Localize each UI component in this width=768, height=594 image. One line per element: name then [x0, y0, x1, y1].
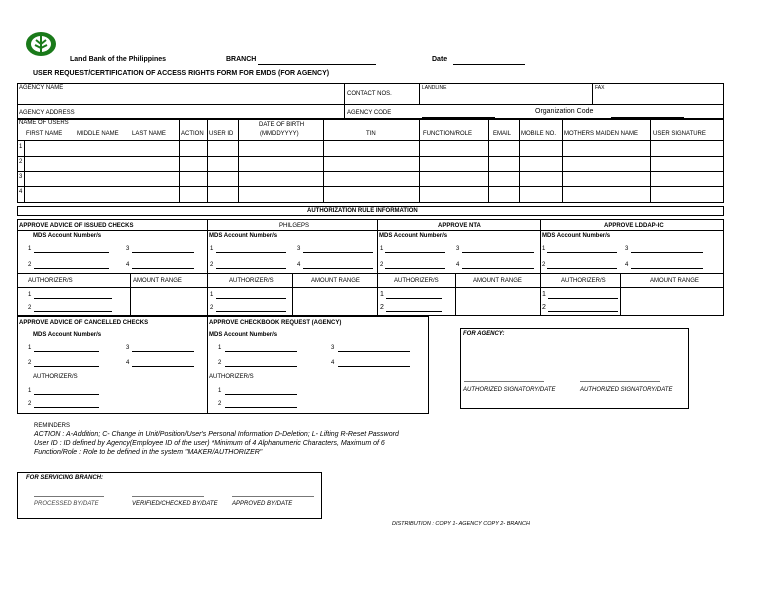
distribution-note: DISTRIBUTION : COPY 1- AGENCY COPY 2- BRANCH — [392, 521, 530, 527]
row-number: 1 — [19, 144, 23, 150]
section-issued-checks: APPROVE ADVICE OF ISSUED CHECKS — [19, 223, 134, 229]
num: 1 — [380, 246, 384, 252]
amount-range-label: AMOUNT RANGE — [650, 278, 699, 284]
row-number: 3 — [19, 174, 23, 180]
num: 2 — [28, 305, 32, 311]
mds-label: MDS Account Number/s — [33, 332, 102, 338]
num: 1 — [218, 345, 222, 351]
authorizers-label: AUTHORIZER/S — [229, 278, 274, 284]
num: 2 — [210, 262, 214, 268]
col-function-role: FUNCTION/ROLE — [423, 131, 473, 137]
num: 3 — [331, 345, 335, 351]
amount-range-label: AMOUNT RANGE — [311, 278, 360, 284]
auth-signatory-label: AUTHORIZED SIGNATORY/DATE — [463, 387, 556, 393]
num: 3 — [297, 246, 301, 252]
authorizers-label: AUTHORIZER/S — [28, 278, 73, 284]
col-email: EMAIL — [493, 131, 512, 137]
num: 2 — [218, 401, 222, 407]
date-field[interactable] — [453, 55, 525, 64]
num: 4 — [297, 262, 301, 268]
authorizers-label: AUTHORIZER/S — [394, 278, 439, 284]
branch-field[interactable] — [258, 55, 376, 64]
col-mobile: MOBILE NO. — [521, 131, 557, 137]
auth-rule-title: AUTHORIZATION RULE INFORMATION — [307, 208, 418, 214]
col-middle-name: MIDDLE NAME — [77, 131, 119, 137]
agency-name-field[interactable] — [70, 88, 340, 100]
agency-address-field[interactable] — [75, 107, 340, 117]
agency-name-label: AGENCY NAME — [19, 85, 64, 91]
num: 4 — [126, 262, 130, 268]
num: 1 — [28, 388, 32, 394]
agency-code-label: AGENCY CODE — [347, 110, 392, 116]
num: 1 — [542, 246, 546, 252]
num: 1 — [210, 246, 214, 252]
agency-address-label: AGENCY ADDRESS — [19, 110, 75, 116]
num: 2 — [380, 304, 384, 311]
authorizers-label: AUTHORIZER/S — [209, 374, 254, 380]
section-philgeps: PHILGEPS — [279, 223, 310, 229]
num: 2 — [218, 360, 222, 366]
row-number: 2 — [19, 159, 23, 165]
num: 4 — [625, 262, 629, 268]
num: 2 — [28, 262, 32, 268]
reminder-userid: User ID : ID defined by Agency(Employee ID of the user) *Minimum of 4 Alphanumeric Characters, Maximum of 6 — [34, 440, 385, 447]
mds-label: MDS Account Number/s — [33, 233, 102, 239]
mds-label: MDS Account Number/s — [542, 233, 611, 239]
for-agency-label: FOR AGENCY: — [463, 331, 505, 337]
col-last-name: LAST NAME — [132, 131, 166, 137]
mds-label: MDS Account Number/s — [209, 332, 278, 338]
num: 3 — [625, 246, 629, 252]
fax-label: FAX — [595, 85, 605, 91]
section-checkbook: APPROVE CHECKBOOK REQUEST (AGENCY) — [209, 320, 342, 326]
reminder-function: Function/Role : Role to be defined in the system "MAKER/AUTHORIZER" — [34, 449, 263, 456]
col-mothers-maiden: MOTHERS MAIDEN NAME — [564, 131, 639, 137]
amount-range-label: AMOUNT RANGE — [133, 278, 182, 284]
for-agency-box — [460, 328, 689, 409]
num: 4 — [456, 262, 460, 268]
auth-signatory-label: AUTHORIZED SIGNATORY/DATE — [580, 387, 673, 393]
dob-label: DATE OF BIRTH — [259, 122, 305, 128]
form-title: USER REQUEST/CERTIFICATION OF ACCESS RIGHTS FORM FOR EMDS (FOR AGENCY) — [33, 70, 330, 77]
landline-label: LANDLINE — [422, 85, 447, 91]
mds-label: MDS Account Number/s — [209, 233, 278, 239]
num: 4 — [126, 360, 130, 366]
col-action: ACTION — [181, 131, 204, 137]
servicing-title: FOR SERVICING BRANCH: — [26, 475, 104, 481]
num: 1 — [28, 246, 32, 252]
section-lddap: APPROVE LDDAP-IC — [604, 223, 664, 229]
num: 1 — [380, 291, 384, 298]
reminders-title: REMINDERS — [34, 423, 71, 429]
num: 2 — [28, 401, 32, 407]
col-first-name: FIRST NAME — [26, 131, 63, 137]
cancelled-checkbook-box — [17, 316, 429, 414]
num: 1 — [28, 345, 32, 351]
num: 2 — [542, 304, 546, 311]
num: 4 — [331, 360, 335, 366]
org-code-label: Organization Code — [535, 108, 594, 115]
bank-name: Land Bank of the Philippines — [70, 56, 167, 63]
reminder-action: ACTION : A-Addition; C- Change in Unit/Position/User's Personal Information D-Deletion; L- Lifting R-Reset Password — [34, 431, 399, 438]
num: 1 — [218, 388, 222, 394]
num: 2 — [28, 360, 32, 366]
contact-label: CONTACT NOS. — [347, 91, 392, 97]
name-of-users-label: NAME OF USERS — [19, 120, 69, 126]
num: 1 — [542, 291, 546, 298]
num: 3 — [456, 246, 460, 252]
approved-by-label: APPROVED BY/DATE — [232, 501, 293, 507]
num: 2 — [380, 262, 384, 268]
col-tin: TIN — [366, 131, 376, 137]
num: 2 — [542, 262, 546, 268]
authorizers-label: AUTHORIZER/S — [561, 278, 606, 284]
amount-range-label: AMOUNT RANGE — [473, 278, 522, 284]
branch-label: BRANCH — [226, 56, 257, 63]
num: 3 — [126, 345, 130, 351]
landbank-logo — [24, 30, 58, 58]
num: 1 — [210, 292, 214, 298]
section-nta: APPROVE NTA — [438, 223, 481, 229]
row-number: 4 — [19, 189, 23, 195]
authorizers-label: AUTHORIZER/S — [33, 374, 78, 380]
date-label: Date — [432, 56, 448, 63]
mds-label: MDS Account Number/s — [379, 233, 448, 239]
col-user-signature: USER SIGNATURE — [653, 131, 706, 137]
num: 1 — [28, 292, 32, 298]
col-user-id: USER ID — [209, 131, 234, 137]
processed-by-label: PROCESSED BY/DATE — [34, 501, 99, 507]
col-dob-format: (MMDDYYYY) — [260, 131, 299, 137]
verified-by-label: VERIFIED/CHECKED BY/DATE — [132, 501, 218, 507]
section-cancelled-checks: APPROVE ADVICE OF CANCELLED CHECKS — [19, 320, 149, 326]
num: 2 — [210, 305, 214, 311]
num: 3 — [126, 246, 130, 252]
